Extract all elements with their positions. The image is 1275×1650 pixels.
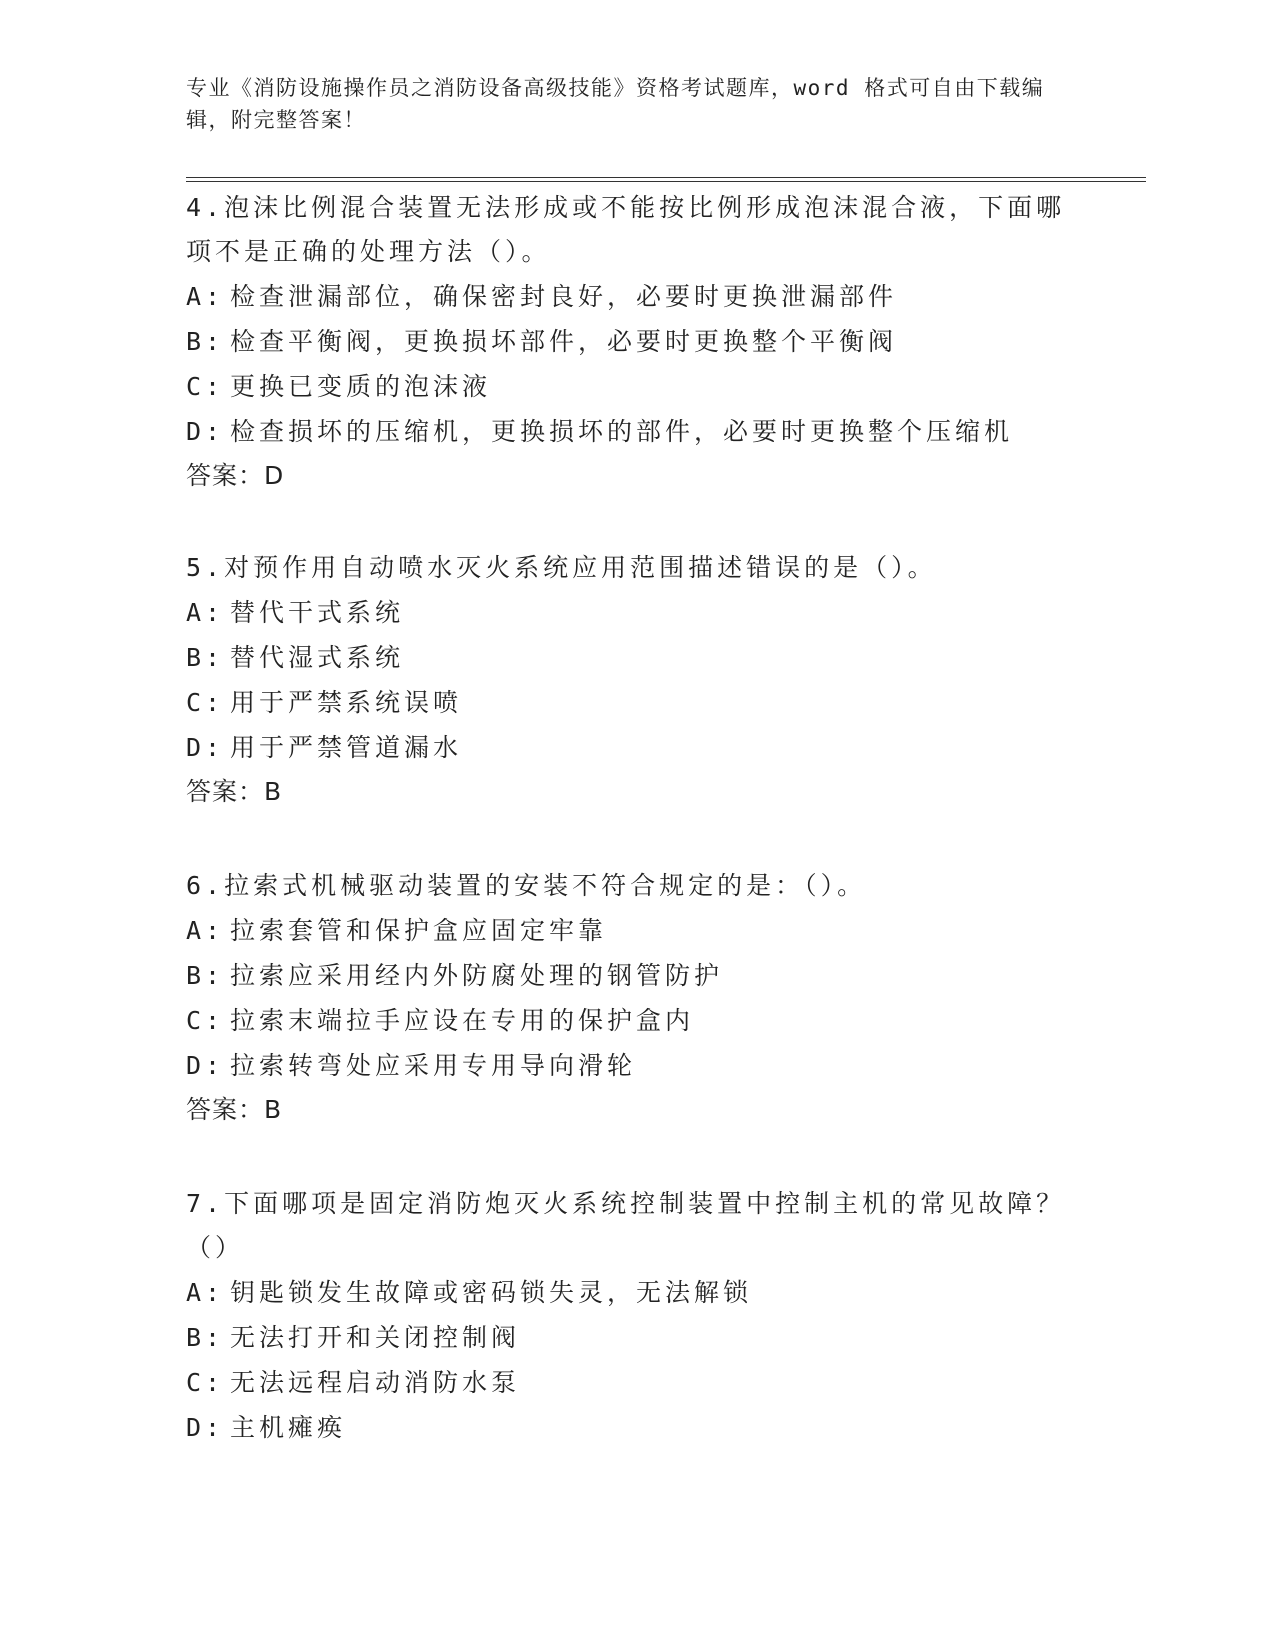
option-text: 拉索套管和保护盒应固定牢靠 — [230, 916, 608, 945]
option-d — [186, 409, 1086, 454]
option-a — [186, 1270, 1086, 1315]
document-intro: 专业《消防设施操作员之消防设备高级技能》资格考试题库，word 格式可自由下载编辑，附完整答案！ — [186, 76, 1045, 132]
option-key: C: — [186, 688, 225, 717]
option-text: 拉索转弯处应采用专用导向滑轮 — [230, 1051, 637, 1080]
option-key: B: — [186, 961, 225, 990]
question-stem: 5.对预作用自动喷水灭火系统应用范围描述错误的是（）。 — [186, 553, 937, 582]
option-key: A: — [186, 1278, 225, 1307]
option-d — [186, 1043, 1086, 1088]
option-text: 更换已变质的泡沫液 — [230, 372, 492, 401]
answer-label: 答案：B — [186, 777, 283, 806]
option-b — [186, 635, 1086, 680]
option-c — [186, 998, 1086, 1043]
option-key: C: — [186, 1006, 225, 1035]
question-stem: 6.拉索式机械驱动装置的安装不符合规定的是：（）。 — [186, 871, 867, 900]
question-stem: 7.下面哪项是固定消防炮灭火系统控制装置中控制主机的常见故障？（） — [186, 1189, 1066, 1262]
option-b — [186, 319, 1086, 364]
option-text: 主机瘫痪 — [230, 1413, 347, 1442]
option-a — [186, 908, 1086, 953]
option-d — [186, 725, 1086, 770]
option-text: 替代湿式系统 — [230, 643, 405, 672]
question-5 — [186, 546, 1086, 814]
option-key: D: — [186, 417, 225, 446]
option-key: D: — [186, 1051, 225, 1080]
option-key: C: — [186, 372, 225, 401]
option-text: 拉索应采用经内外防腐处理的钢管防护 — [230, 961, 724, 990]
option-text: 检查平衡阀，更换损坏部件，必要时更换整个平衡阀 — [230, 327, 898, 356]
option-key: B: — [186, 643, 225, 672]
option-c — [186, 1360, 1086, 1405]
option-b — [186, 1315, 1086, 1360]
option-text: 拉索末端拉手应设在专用的保护盒内 — [230, 1006, 695, 1035]
option-a — [186, 274, 1086, 319]
option-text: 钥匙锁发生故障或密码锁失灵，无法解锁 — [230, 1278, 753, 1307]
question-4 — [186, 186, 1086, 498]
option-c — [186, 680, 1086, 725]
option-key: C: — [186, 1368, 225, 1397]
option-text: 无法远程启动消防水泵 — [230, 1368, 521, 1397]
option-text: 替代干式系统 — [230, 598, 405, 627]
option-key: A: — [186, 916, 225, 945]
question-7 — [186, 1182, 1086, 1450]
option-text: 检查损坏的压缩机，更换损坏的部件，必要时更换整个压缩机 — [230, 417, 1014, 446]
question-stem: 4.泡沫比例混合装置无法形成或不能按比例形成泡沫混合液，下面哪项不是正确的处理方法（）。 — [186, 193, 1066, 266]
option-key: D: — [186, 733, 225, 762]
option-a — [186, 590, 1086, 635]
option-key: A: — [186, 282, 225, 311]
option-key: B: — [186, 327, 225, 356]
answer-label: 答案：D — [186, 461, 285, 490]
option-key: A: — [186, 598, 225, 627]
option-text: 用于严禁系统误喷 — [230, 688, 463, 717]
option-d — [186, 1405, 1086, 1450]
header-divider-top — [186, 177, 1146, 178]
option-key: D: — [186, 1413, 225, 1442]
option-text: 无法打开和关闭控制阀 — [230, 1323, 521, 1352]
option-c — [186, 364, 1086, 409]
header-divider-bottom — [186, 181, 1146, 182]
option-text: 检查泄漏部位，确保密封良好，必要时更换泄漏部件 — [230, 282, 898, 311]
question-6 — [186, 864, 1086, 1132]
answer-label: 答案：B — [186, 1095, 283, 1124]
option-key: B: — [186, 1323, 225, 1352]
option-b — [186, 953, 1086, 998]
option-text: 用于严禁管道漏水 — [230, 733, 463, 762]
